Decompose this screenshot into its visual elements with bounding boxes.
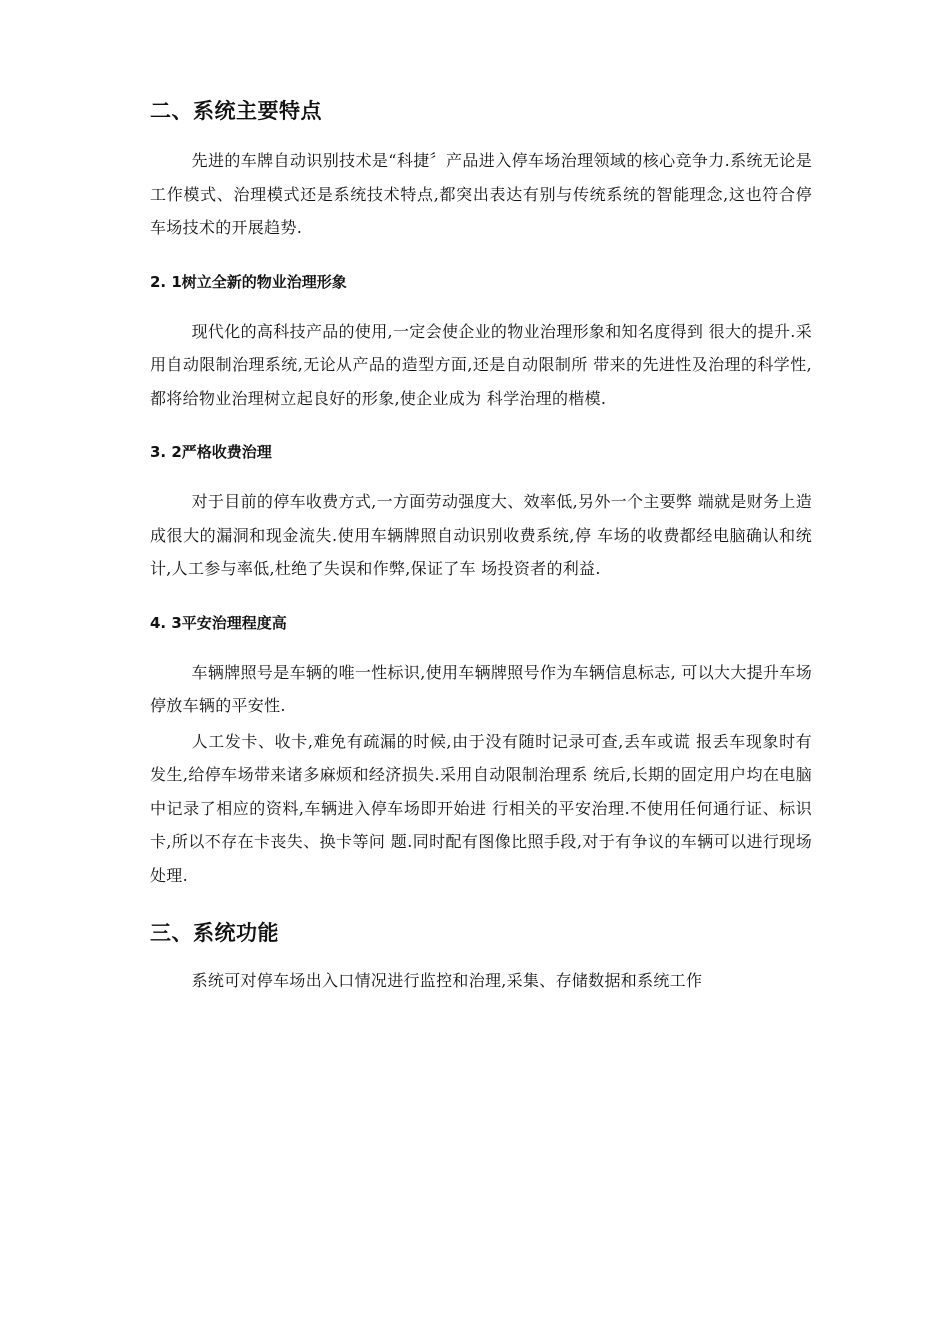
subsection-heading-fees: 3. 2严格收费治理 — [150, 443, 272, 461]
subsection-paragraph-image: 现代化的高科技产品的使用,一定会使企业的物业治理形象和知名度得到 很大的提升.采用自动限制治理系统,无论从产品的造型方面,还是自动限制所 带来的先进性及治理的科学性,都将给物业治理树立起良好的形象,使企业成为 科学治理的楷模. — [150, 321, 812, 408]
subsection-paragraph-fees: 对于目前的停车收费方式,一方面劳动强度大、效率低,另外一个主要弊 端就是财务上造成很大的漏洞和现金流失.使用车辆牌照自动识别收费系统,停 车场的收费都经电脑确认和统计,人工参与率低,杜绝了失误和作弊,保证了车 场投资者的利益. — [150, 492, 812, 578]
subsection-paragraph-security-2: 人工发卡、收卡,难免有疏漏的时候,由于没有随时记录可查,丢车或谎 报丢车现象时有发生,给停车场带来诸多麻烦和经济损失.采用自动限制治理系 统后,长期的固定用户均在电脑中记录了相应的资料,车辆进入停车场即开始进 行相关的平安治理.不使用任何通行证、标识卡,所以不存在卡丧失、换卡等问 题.同时配有图像比照手段,对于有争议的车辆可以进行现场处理. — [150, 731, 812, 885]
section-heading-features: 二、系统主要特点 — [150, 99, 322, 123]
document-body — [150, 96, 812, 998]
section-heading-functions: 三、系统功能 — [150, 921, 279, 945]
subsection-heading-security: 4. 3平安治理程度高 — [150, 613, 287, 632]
subsection-heading-image: 2. 1树立全新的物业治理形象 — [150, 272, 347, 291]
section-intro-features: 先进的车牌自动识别技术是“科捷〞产品进入停车场治理领域的核心竞争力.系统无论是工作模式、治理模式还是系统技术特点,都突出表达有别与传统系统的智能理念,这也符合停车场技术的开展趋势. — [150, 151, 812, 237]
subsection-paragraph-security-1: 车辆牌照号是车辆的唯一性标识,使用车辆牌照号作为车辆信息标志, 可以大大提升车场停放车辆的平安性. — [150, 662, 812, 715]
section-intro-functions: 系统可对停车场出入口情况进行监控和治理,采集、存储数据和系统工作 — [191, 971, 703, 990]
